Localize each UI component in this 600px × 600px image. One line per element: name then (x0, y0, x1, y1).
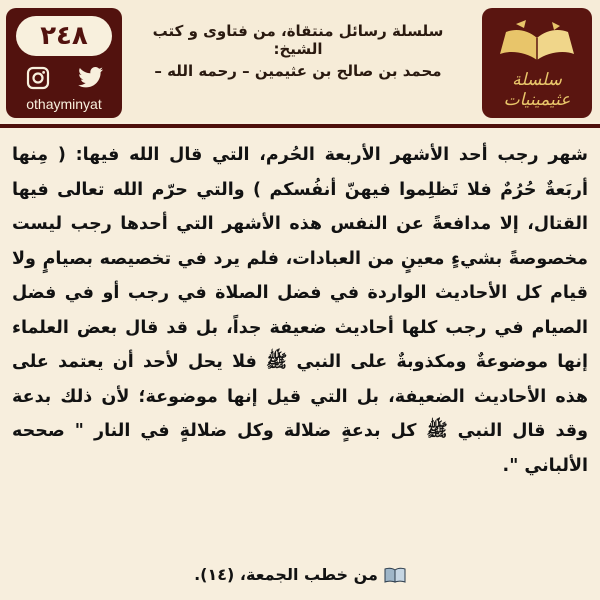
twitter-icon[interactable] (78, 66, 104, 90)
open-book-icon (496, 18, 578, 68)
series-title: سلسلة رسائل منتقاة، من فتاوى و كتب الشيخ: (152, 22, 444, 58)
brand-logo (482, 8, 592, 118)
source-text: من خطب الجمعة، (١٤). (194, 565, 378, 584)
source-line (150, 564, 450, 594)
book-icon (384, 567, 406, 583)
fatwa-text: شهر رجب أحد الأشهر الأربعة الحُرم، التي قال الله فيها: ( مِنها أربَعةٌ حُرُمٌ فلا تَظلِموا فيهنّ أنفُسكم ) والتي حرّم الله تعالى فيها القتال، إلا مدافعةً عن النفس هذه الأشهر التي أحدها رجب ليست مخصوصةً بشيءٍ معينٍ من العبادات، فلم يرد في تخصيصه بصيامٍ ولا قيام كل الأحاديث الواردة في فضل الصلاة في رجب أو في فضل الصيام في رجب كلها أحاديث ضعيفة جداً، بل قد قال بعض العلماء إنها موضوعةٌ ومكذوبةٌ على النبي ﷺ فلا يحل لأحد أن يعتمد على هذه الأحاديث الضعيفة، بل التي قيل إنها موضوعة؛ لأن ذلك بدعة وقد قال النبي ﷺ كل بدعةٍ ضلالة وكل ضلالةٍ في النار " صححه الألباني ". (12, 145, 588, 476)
header (0, 0, 600, 122)
logo-text: سلسلة عثيمينيات (503, 70, 571, 110)
issue-number: ٢٤٨ (16, 16, 112, 56)
account-handle[interactable]: othayminyat (26, 96, 102, 112)
header-divider (0, 124, 600, 128)
issue-badge (6, 8, 122, 118)
series-author: محمد بن صالح بن عثيمين – رحمه الله – (154, 62, 442, 80)
social-links (6, 64, 122, 94)
instagram-icon[interactable] (26, 66, 50, 90)
